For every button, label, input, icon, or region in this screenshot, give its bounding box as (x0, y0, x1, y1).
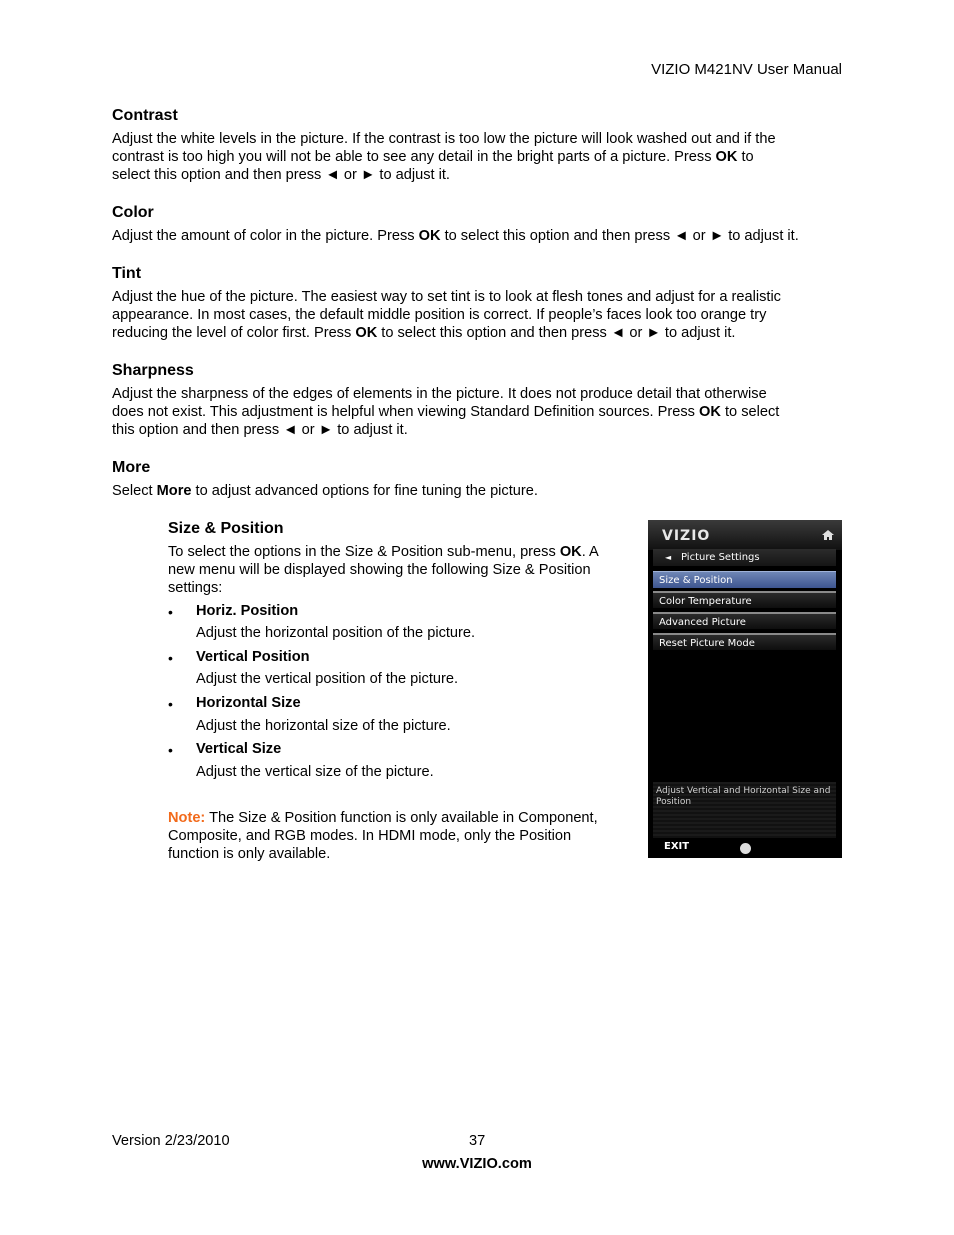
tv-menu-help-text: Adjust Vertical and Horizontal Size and Position (653, 782, 836, 838)
bullet-title: Horizontal Size (196, 695, 301, 711)
text-line: contrast is too high you will not be able to see any detail in the bright parts of a picture. Press OK to (112, 149, 754, 165)
bullet-dot: • (168, 696, 173, 712)
section-title-more: More (112, 459, 151, 476)
text-line: Select More to adjust advanced options for fine tuning the picture. (112, 483, 538, 499)
section-title-contrast: Contrast (112, 107, 178, 124)
bullet-dot: • (168, 604, 173, 620)
section-body-more (112, 482, 852, 500)
website-link[interactable]: www.VIZIO.com (422, 1156, 532, 1172)
tv-menu-item-size-position[interactable]: Size & Position (653, 571, 836, 588)
bullet-desc: Adjust the horizontal position of the picture. (196, 625, 476, 641)
manual-title: VIZIO M421NV User Manual (651, 61, 842, 78)
bullet-title: Vertical Position (196, 649, 310, 665)
text-line: settings: (168, 580, 223, 596)
home-icon (822, 530, 834, 540)
vizio-logo: VIZIO (662, 528, 711, 544)
tv-menu-header (648, 520, 842, 550)
back-arrow-icon: ◄ (665, 553, 672, 562)
subsection-size-position (168, 520, 638, 538)
section-body-contrast (112, 130, 852, 184)
section-body-color (112, 227, 872, 245)
note-text: The Size & Position function is only available in Component, (205, 810, 598, 826)
text-line: reducing the level of color first. Press OK to select this option and then press ◄ or ► to adjust it. (112, 325, 736, 341)
text-line: this option and then press ◄ or ► to adjust it. (112, 422, 408, 438)
bullet-title: Vertical Size (196, 741, 282, 757)
text-line: Adjust the sharpness of the edges of elements in the picture. It does not produce detail that otherwise (112, 386, 767, 402)
v-button-icon (740, 843, 751, 854)
bullet-desc: Adjust the horizontal size of the picture. (196, 718, 451, 734)
text-line: Adjust the amount of color in the picture. Press OK to select this option and then press ◄ or ► to adjust it. (112, 228, 799, 244)
bullet-desc: Adjust the vertical size of the picture. (196, 764, 434, 780)
text-line: does not exist. This adjustment is helpful when viewing Standard Definition sources. Press OK to select (112, 404, 780, 420)
text-line: select this option and then press ◄ or ► to adjust it. (112, 167, 450, 183)
tv-menu-item-reset-picture-mode[interactable]: Reset Picture Mode (653, 633, 836, 650)
tv-menu-back-row[interactable] (653, 549, 836, 566)
tv-menu-item-color-temperature[interactable]: Color Temperature (653, 591, 836, 608)
note-line: Composite, and RGB modes. In HDMI mode, only the Position (168, 828, 572, 844)
section-title-tint: Tint (112, 265, 142, 282)
section-title-color: Color (112, 204, 154, 221)
section-body-tint (112, 288, 852, 342)
text-line: appearance. In most cases, the default middle position is correct. If people’s faces look too orange try (112, 307, 767, 323)
bullet-title: Horiz. Position (196, 603, 299, 619)
bullet-desc: Adjust the vertical position of the picture. (196, 671, 459, 687)
note-line: function is only available. (168, 846, 331, 862)
tv-menu-footer (648, 838, 842, 858)
bullet-dot: • (168, 650, 173, 666)
subsection-title: Size & Position (168, 520, 284, 537)
note-line (168, 809, 638, 827)
tv-exit-label[interactable]: EXIT (664, 841, 690, 852)
text-line: new menu will be displayed showing the following Size & Position (168, 562, 591, 578)
tv-menu-item-advanced-picture[interactable]: Advanced Picture (653, 612, 836, 629)
tv-menu-screenshot (648, 520, 842, 858)
section-title-sharpness: Sharpness (112, 362, 194, 379)
note-label: Note: (168, 810, 206, 826)
version-label: Version 2/23/2010 (112, 1133, 230, 1149)
subsection-intro (168, 543, 638, 597)
text-line: To select the options in the Size & Position sub-menu, press OK. A (168, 544, 599, 560)
note (168, 809, 638, 863)
bullet-dot: • (168, 742, 173, 758)
text-line: Adjust the white levels in the picture. If the contrast is too low the picture will look washed out and if the (112, 131, 776, 147)
page-number: 37 (469, 1133, 486, 1149)
section-body-sharpness (112, 385, 852, 439)
tv-menu-back-label: Picture Settings (681, 552, 760, 563)
text-line: Adjust the hue of the picture. The easiest way to set tint is to look at flesh tones and adjust for a realistic (112, 289, 781, 305)
